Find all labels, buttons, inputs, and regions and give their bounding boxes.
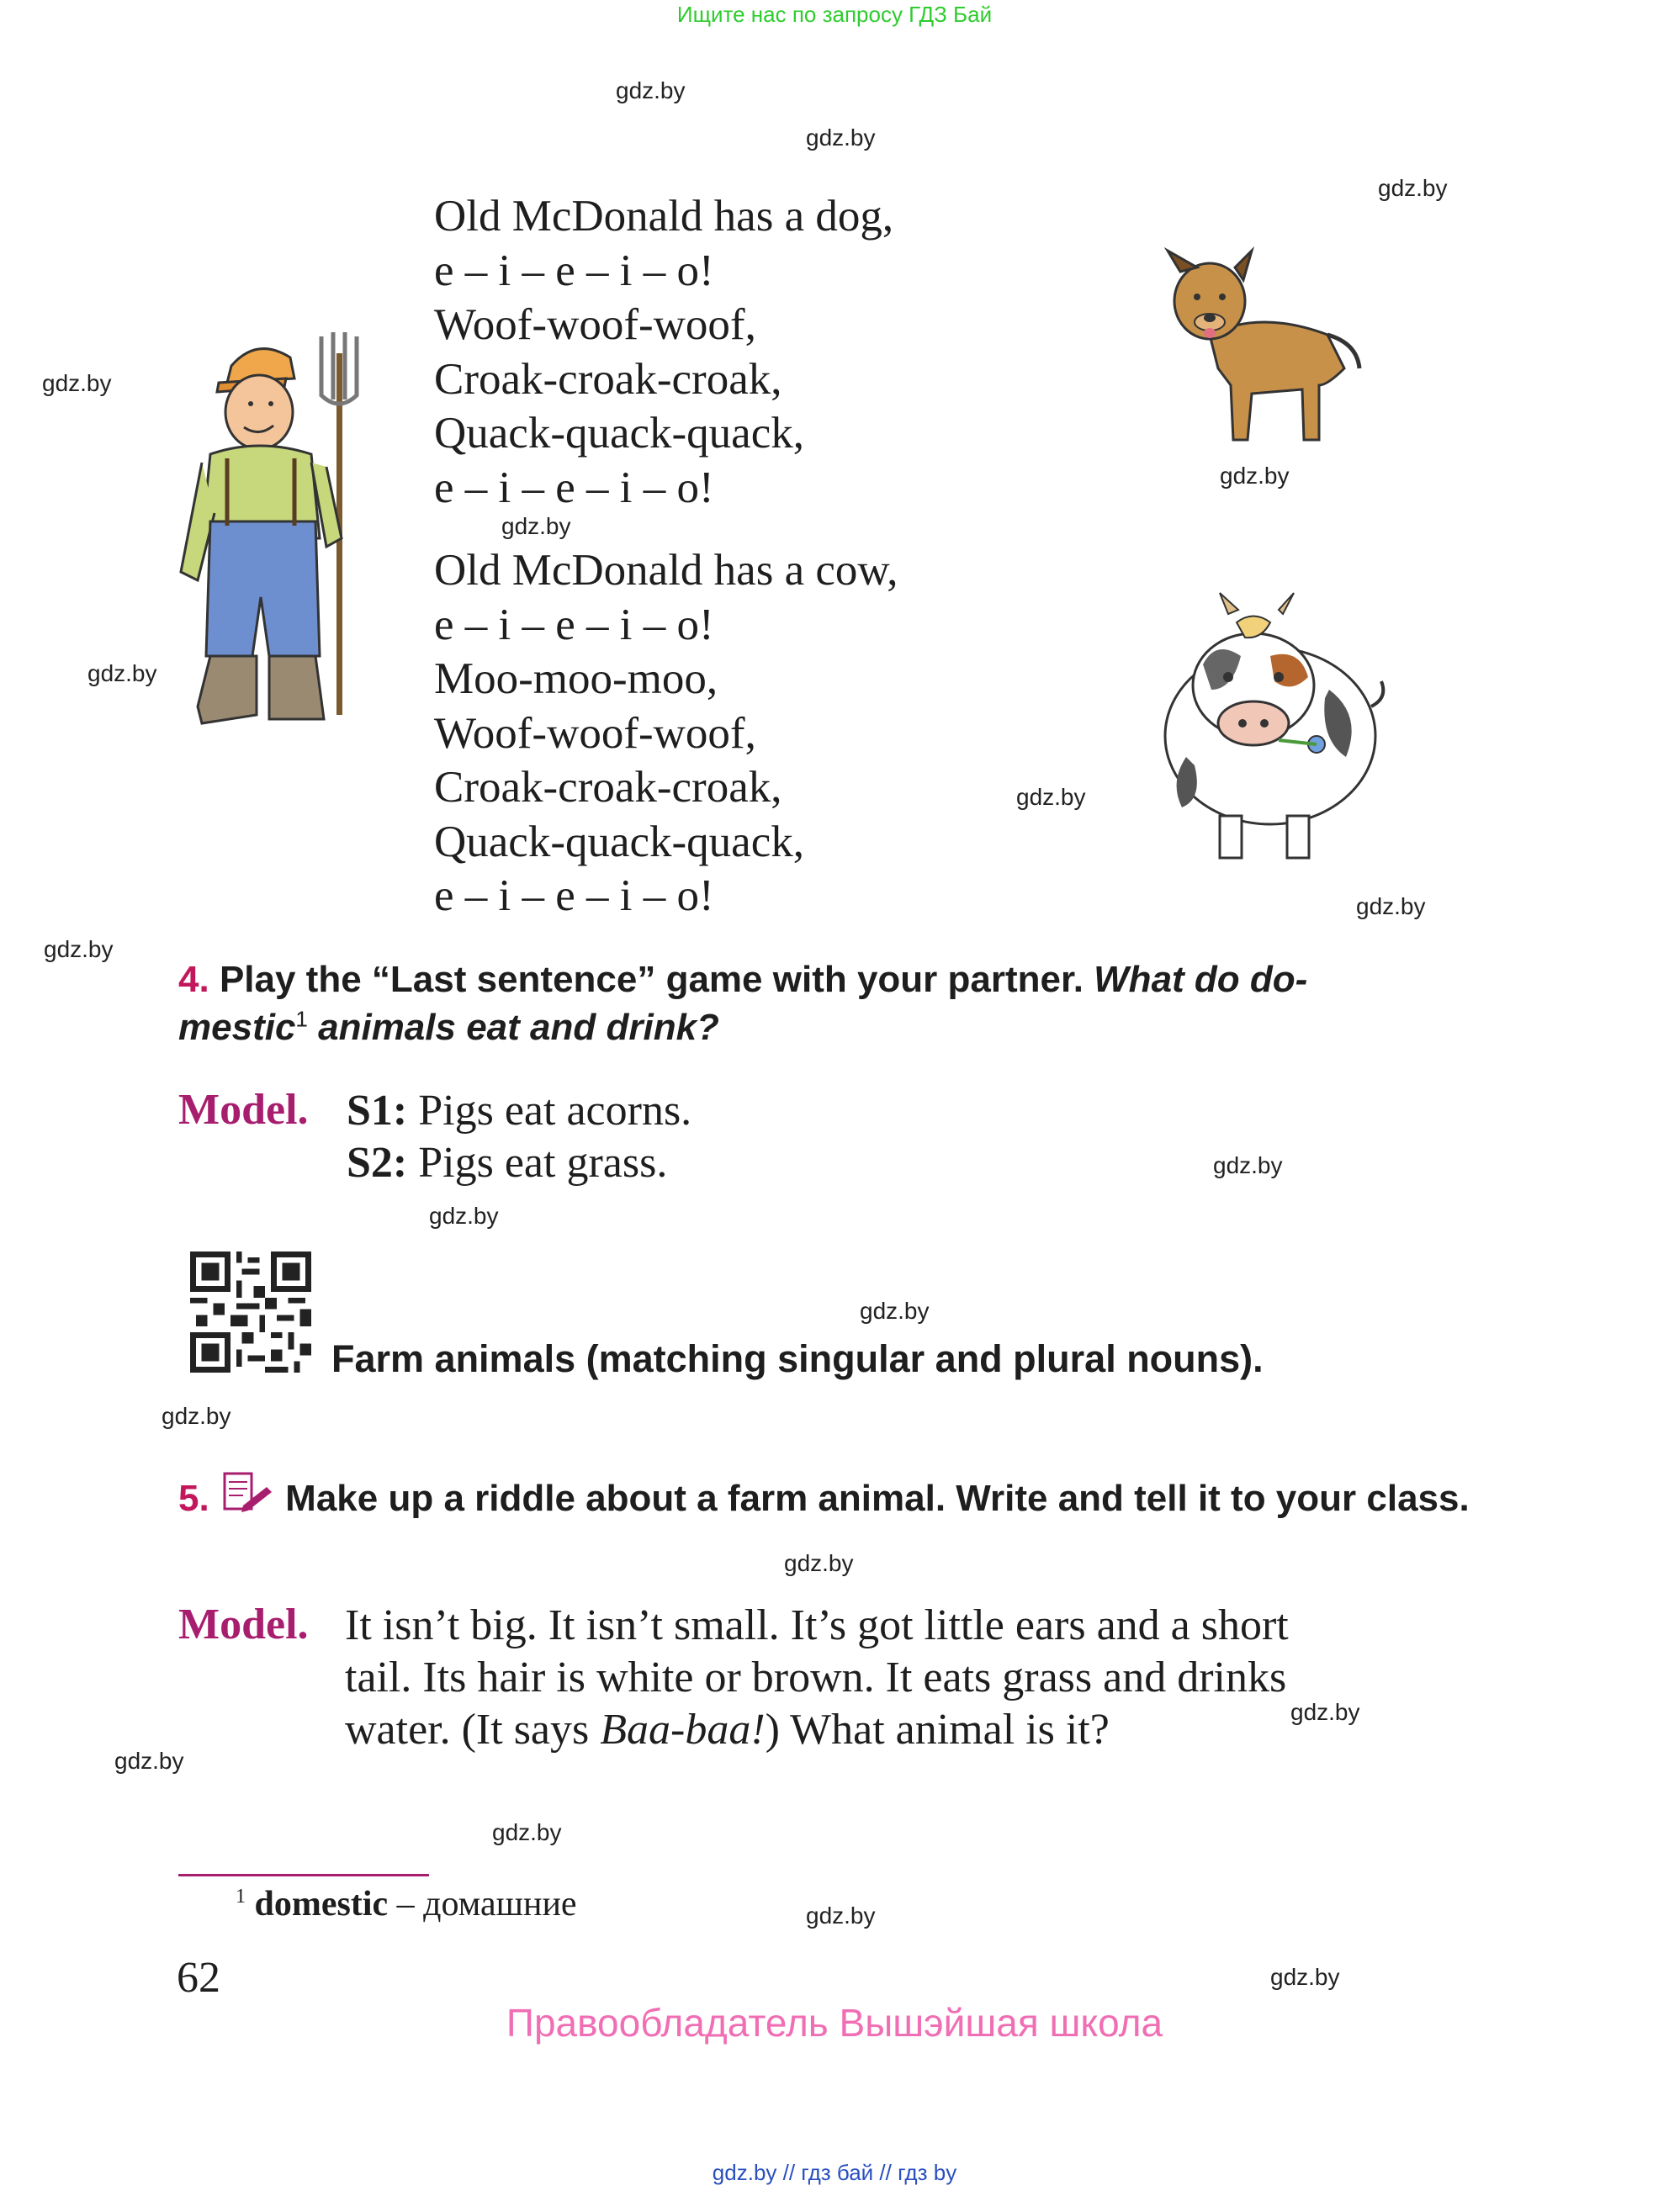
task-number: 5. — [178, 1478, 209, 1519]
model-dialogue-s2 — [347, 1137, 667, 1189]
watermark: gdz.by — [501, 513, 571, 539]
poem-line: e – i – e – i – o! — [434, 871, 714, 920]
watermark: gdz.by — [162, 1403, 231, 1429]
poem-line: Quack-quack-quack, — [434, 817, 804, 866]
speaker-label: S2: — [347, 1139, 408, 1187]
watermark: gdz.by — [616, 77, 686, 103]
watermark: gdz.by — [1356, 893, 1426, 919]
song-poem — [434, 189, 898, 923]
riddle-model-text — [345, 1600, 1289, 1756]
poem-line: Old McDonald has a cow, — [434, 546, 898, 595]
footnote-translation: – домашние — [388, 1885, 577, 1924]
speaker-line: Pigs eat grass. — [407, 1139, 668, 1187]
poem-line: Woof-woof-woof, — [434, 300, 756, 349]
speaker-label: S1: — [347, 1087, 408, 1135]
task-text: Make up a riddle about a farm animal. Write and tell it to your class. — [285, 1478, 1470, 1519]
model-label: Model. — [178, 1086, 309, 1134]
farmer-illustration — [177, 320, 395, 740]
poem-line: Croak-croak-croak, — [434, 354, 782, 404]
footnote — [236, 1884, 577, 1924]
footnote-mark: 1 — [295, 1006, 308, 1032]
speaker-line: Pigs eat acorns. — [407, 1087, 692, 1135]
qr-caption[interactable]: Farm animals (matching singular and plural nouns). — [331, 1337, 1264, 1380]
riddle-line — [345, 1704, 1289, 1756]
dog-illustration — [1159, 242, 1370, 452]
task-text: Play the “Last sentence” game with your partner. — [219, 959, 1084, 1000]
watermark: gdz.by — [1290, 1699, 1360, 1725]
cow-illustration — [1144, 589, 1388, 866]
watermark: gdz.by — [806, 124, 876, 151]
poem-line: Woof-woof-woof, — [434, 708, 756, 758]
watermark: gdz.by — [42, 370, 112, 396]
task-5-instruction — [178, 1472, 1518, 1522]
riddle-text: water. (It says — [345, 1706, 601, 1754]
poem-line: Quack-quack-quack, — [434, 409, 804, 458]
copyright-holder: Правообладатель Вышэйшая школа — [506, 2001, 1163, 2045]
footnote-term: domestic — [254, 1885, 389, 1924]
top-banner[interactable]: Ищите нас по запросу ГДЗ Бай — [676, 2, 993, 27]
task-question: What do do- — [1094, 959, 1308, 1000]
watermark: gdz.by — [860, 1298, 930, 1324]
model-dialogue-s1 — [347, 1085, 691, 1137]
watermark: gdz.by — [429, 1203, 499, 1229]
watermark: gdz.by — [1213, 1152, 1283, 1178]
poem-line: Croak-croak-croak, — [434, 763, 782, 812]
task-4-instruction — [178, 955, 1518, 1051]
riddle-line: It isn’t big. It isn’t small. It’s got little ears and a short — [345, 1601, 1289, 1649]
poem-line: e – i – e – i – o! — [434, 463, 714, 512]
watermark: gdz.by — [114, 1748, 184, 1774]
watermark: gdz.by — [1016, 784, 1086, 810]
poem-line: Old McDonald has a dog, — [434, 192, 894, 241]
footnote-divider — [178, 1874, 429, 1876]
watermark: gdz.by — [1378, 175, 1448, 201]
watermark: gdz.by — [87, 660, 157, 686]
task-question: mestic — [178, 1007, 296, 1048]
bottom-links[interactable]: gdz.by // гдз бай // гдз by — [712, 2160, 957, 2185]
qr-code[interactable] — [190, 1252, 311, 1373]
watermark: gdz.by — [44, 936, 114, 962]
poem-line: e – i – e – i – o! — [434, 246, 714, 295]
footnote-mark: 1 — [236, 1886, 246, 1908]
animal-sound: Baa-baa! — [600, 1706, 766, 1754]
riddle-text: ) What animal is it? — [765, 1706, 1110, 1754]
riddle-line: tail. Its hair is white or brown. It eats grass and drinks — [345, 1654, 1287, 1701]
task-number: 4. — [178, 959, 209, 1000]
poem-line: e – i – e – i – o! — [434, 600, 714, 649]
watermark: gdz.by — [806, 1902, 876, 1929]
watermark: gdz.by — [1220, 463, 1290, 489]
watermark: gdz.by — [1270, 1964, 1340, 1990]
watermark: gdz.by — [492, 1819, 562, 1845]
watermark: gdz.by — [784, 1550, 854, 1576]
model-label: Model. — [178, 1601, 309, 1648]
poem-line: Moo-moo-moo, — [434, 654, 718, 703]
writing-pencil-icon — [220, 1472, 275, 1516]
page-number: 62 — [177, 1954, 220, 2002]
task-question: animals eat and drink? — [307, 1007, 719, 1048]
